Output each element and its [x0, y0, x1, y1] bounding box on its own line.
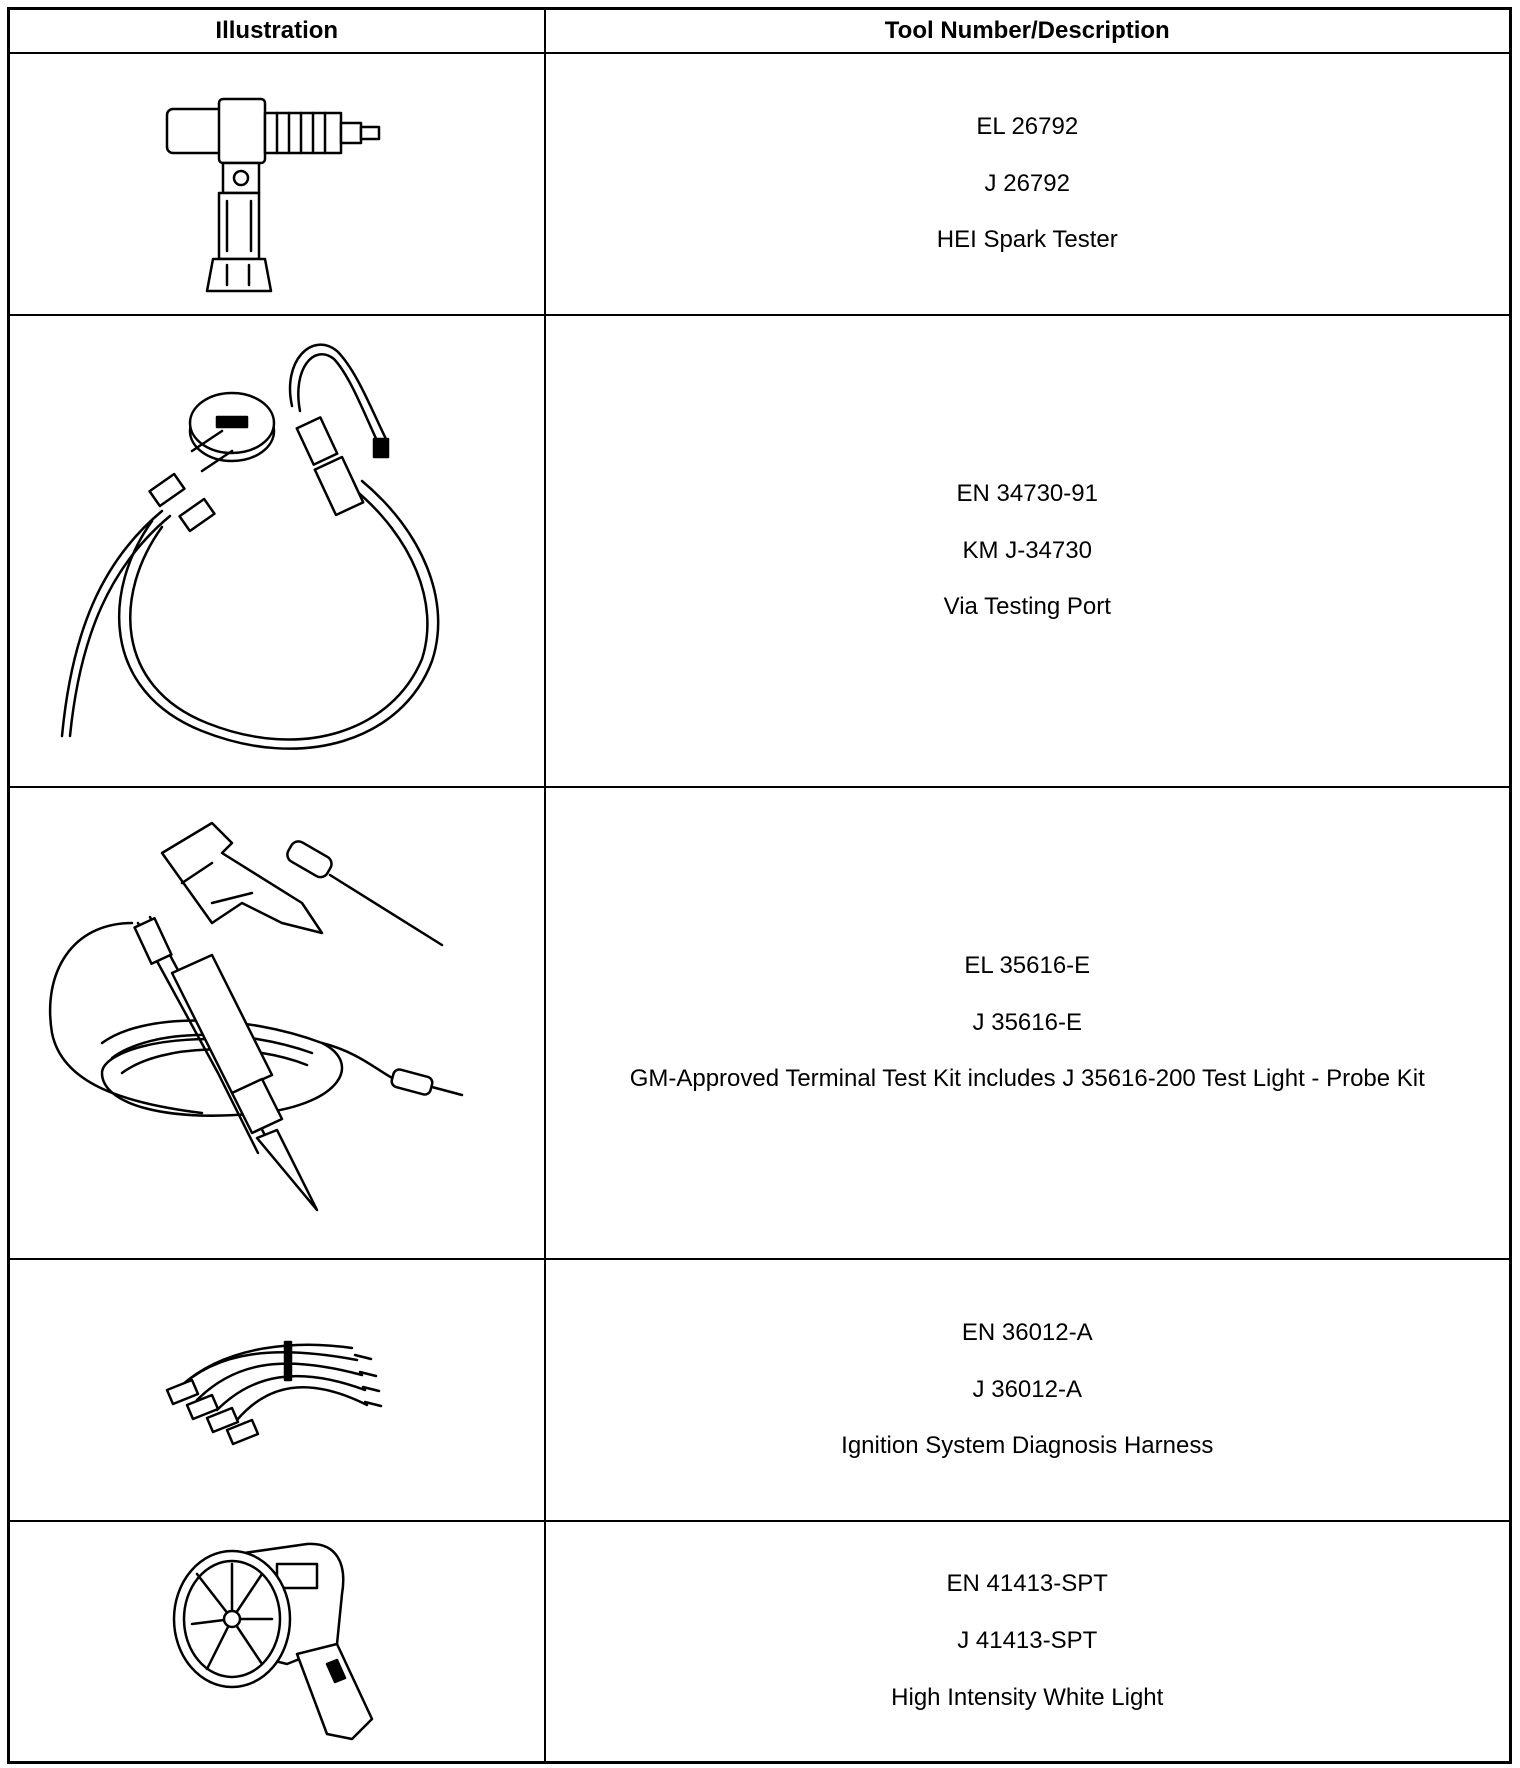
- diagnosis-harness-icon: [157, 1320, 397, 1460]
- tool-number-secondary: J 35616-E: [972, 1008, 1082, 1036]
- tool-description: GM-Approved Terminal Test Kit includes J 35616-200 Test Light - Probe Kit: [629, 1065, 1425, 1093]
- table-row: [9, 1521, 1511, 1762]
- description-cell: [545, 1259, 1511, 1521]
- tool-description: High Intensity White Light: [891, 1683, 1164, 1711]
- tool-number-secondary: J 26792: [984, 169, 1070, 197]
- hei-spark-tester-icon: [157, 69, 397, 299]
- tool-number-secondary: J 36012-A: [972, 1375, 1082, 1403]
- tool-number-secondary: J 41413-SPT: [957, 1626, 1098, 1654]
- table-row: [9, 53, 1511, 315]
- tool-number-secondary: KM J-34730: [962, 536, 1092, 564]
- table-row: [9, 787, 1511, 1259]
- illustration-cell: [9, 1521, 545, 1762]
- header-illustration: Illustration: [9, 9, 545, 54]
- white-light-icon: [167, 1534, 387, 1749]
- tool-description: Via Testing Port: [943, 593, 1111, 621]
- table-row: [9, 315, 1511, 787]
- testing-port-gauge-icon: [42, 331, 512, 771]
- tool-number-primary: EN 34730-91: [956, 479, 1098, 507]
- special-tools-table: [7, 7, 1512, 1764]
- illustration-cell: [9, 787, 545, 1259]
- tool-number-primary: EN 36012-A: [961, 1318, 1093, 1346]
- illustration-cell: [9, 1259, 545, 1521]
- tool-description: Ignition System Diagnosis Harness: [841, 1432, 1214, 1460]
- description-cell: [545, 787, 1511, 1259]
- header-tool-description: Tool Number/Description: [545, 9, 1511, 54]
- illustration-cell: [9, 53, 545, 315]
- description-cell: [545, 53, 1511, 315]
- description-cell: [545, 1521, 1511, 1762]
- table-row: [9, 1259, 1511, 1521]
- test-light-probe-kit-icon: [42, 813, 512, 1233]
- description-cell: [545, 315, 1511, 787]
- tool-description: HEI Spark Tester: [936, 226, 1118, 254]
- tool-number-primary: EL 35616-E: [964, 951, 1091, 979]
- header-row: [9, 9, 1511, 54]
- tool-number-primary: EN 41413-SPT: [946, 1570, 1108, 1598]
- illustration-cell: [9, 315, 545, 787]
- tool-number-primary: EL 26792: [976, 112, 1079, 140]
